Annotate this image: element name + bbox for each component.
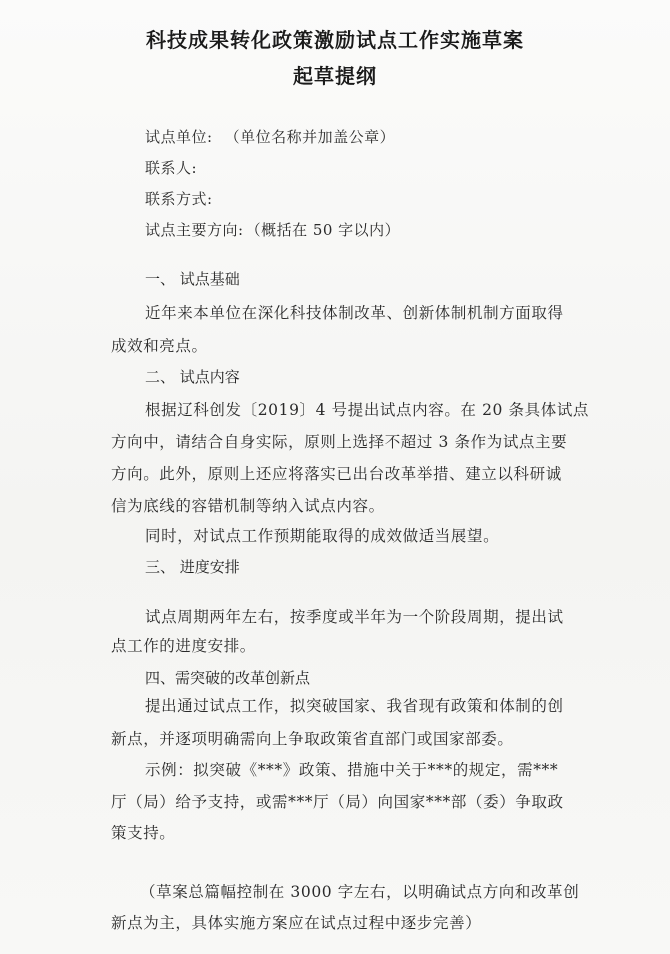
section-line: 成效和亮点。 — [111, 337, 208, 355]
field-direction — [145, 219, 400, 240]
section-heading: 三、 进度安排 — [145, 558, 240, 576]
section-line: 新点，并逐项明确需向上争取政策省直部门或国家部委。 — [111, 730, 514, 748]
section-heading: 四、需突破的改革创新点 — [145, 669, 311, 687]
closing-note-line: 新点为主，具体实施方案应在试点过程中逐步完善） — [111, 914, 482, 932]
section-line: 近年来本单位在深化科技体制改革、创新体制机制方面取得 — [145, 304, 564, 322]
section-line: 方向。此外，原则上还应将落实已出台改革举措、建立以科研诚 — [111, 465, 562, 483]
field-unit — [145, 126, 395, 147]
field-contact-method-label: 联系方式: — [145, 190, 213, 208]
section-line: 示例：拟突破《***》政策、措施中关于***的规定，需*** — [145, 761, 559, 779]
section-line: 点工作的进度安排。 — [111, 637, 256, 655]
section-line: 试点周期两年左右，按季度或半年为一个阶段周期，提出试 — [145, 608, 564, 626]
section-line: 信为底线的容错机制等纳入试点内容。 — [111, 497, 385, 515]
field-contact — [145, 157, 197, 178]
field-unit-label: 试点单位: — [145, 128, 213, 146]
section-heading: 一、 试点基础 — [145, 270, 240, 288]
field-contact-label: 联系人: — [145, 159, 198, 177]
section-heading: 二、 试点内容 — [145, 368, 240, 386]
field-direction-label: 试点主要方向: — [145, 221, 244, 239]
section-line: 提出通过试点工作，拟突破国家、我省现有政策和体制的创 — [145, 697, 564, 715]
closing-note-line: （草案总篇幅控制在 3000 字左右，以明确试点方向和改革创 — [140, 883, 580, 901]
section-line: 根据辽科创发〔2019〕4 号提出试点内容。在 20 条具体试点 — [145, 401, 590, 419]
field-contact-method — [145, 188, 213, 209]
field-direction-hint: （概括在 50 字以内） — [245, 221, 401, 239]
section-line: 策支持。 — [111, 824, 176, 842]
document-title: 科技成果转化政策激励试点工作实施草案 — [146, 28, 524, 52]
field-unit-hint: （单位名称并加盖公章） — [224, 128, 396, 146]
section-line: 方向中，请结合自身实际，原则上选择不超过 3 条作为试点主要 — [111, 433, 568, 451]
document-subtitle: 起草提纲 — [293, 64, 377, 88]
section-line: 厅（局）给予支持，或需***厅（局）向国家***部（委）争取政 — [111, 793, 564, 811]
section-line: 同时，对试点工作预期能取得的成效做适当展望。 — [145, 527, 500, 545]
